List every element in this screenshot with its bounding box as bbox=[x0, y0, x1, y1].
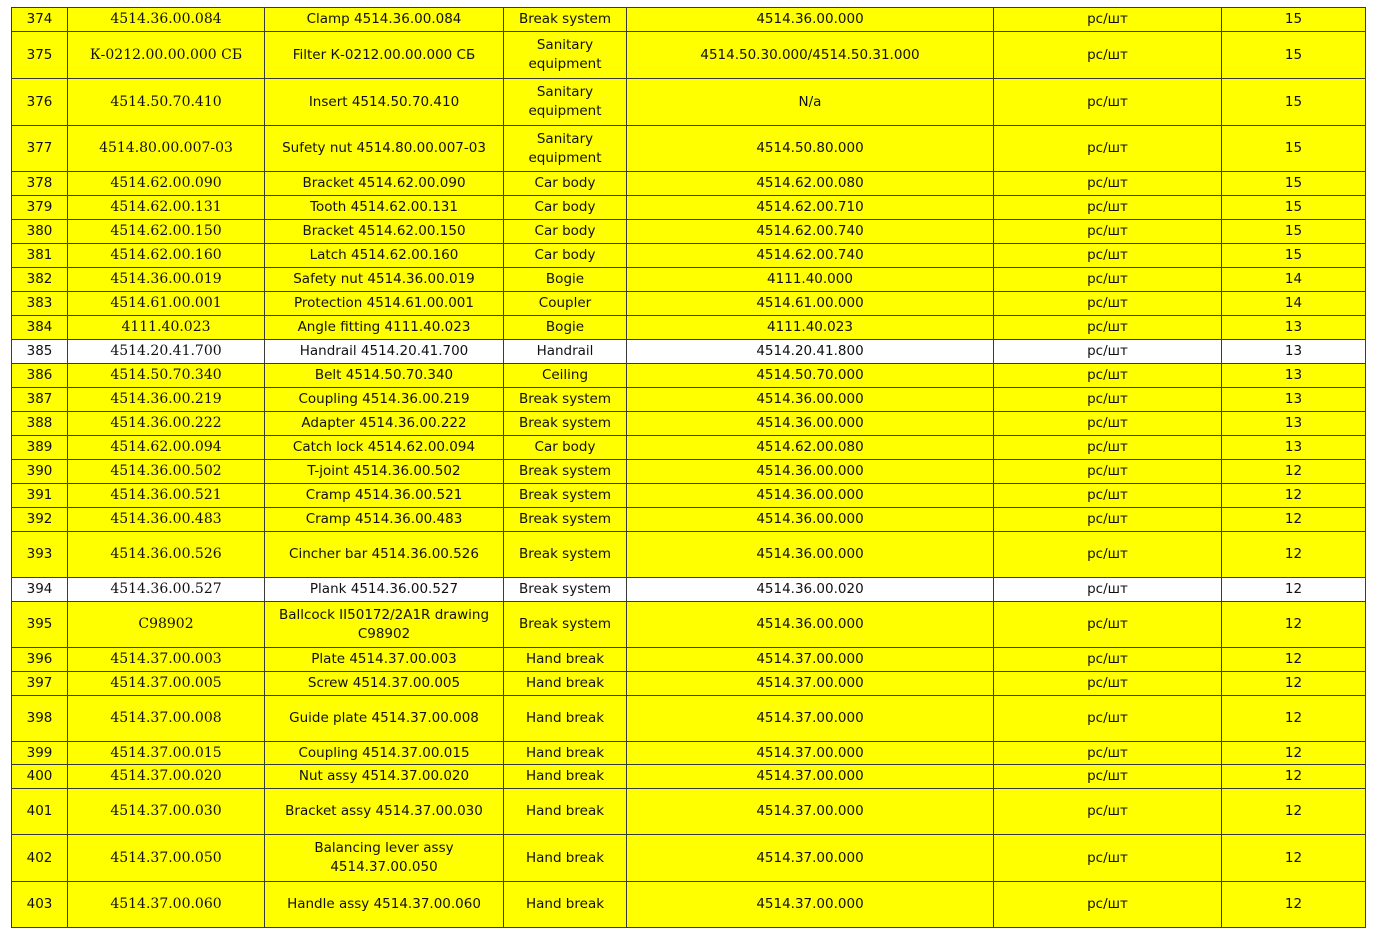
assembly-cell: 4514.36.00.000 bbox=[627, 460, 994, 484]
part-name-cell: Guide plate 4514.37.00.008 bbox=[265, 696, 504, 742]
row-number-cell: 396 bbox=[12, 648, 68, 672]
quantity-cell: 13 bbox=[1222, 340, 1366, 364]
part-name-cell: Sufety nut 4514.80.00.007-03 bbox=[265, 126, 504, 172]
system-cell: Hand break bbox=[504, 789, 627, 835]
assembly-cell: 4514.36.00.020 bbox=[627, 578, 994, 602]
assembly-cell: 4514.61.00.000 bbox=[627, 292, 994, 316]
assembly-cell: 4514.36.00.000 bbox=[627, 8, 994, 32]
quantity-cell: 12 bbox=[1222, 742, 1366, 765]
part-code-cell: C98902 bbox=[68, 602, 265, 648]
table-row bbox=[12, 460, 1366, 484]
row-number-cell: 403 bbox=[12, 882, 68, 928]
quantity-cell: 12 bbox=[1222, 648, 1366, 672]
table-row bbox=[12, 882, 1366, 928]
table-row bbox=[12, 835, 1366, 882]
unit-cell: pc/шт bbox=[994, 220, 1222, 244]
assembly-cell: 4514.36.00.000 bbox=[627, 602, 994, 648]
part-code-cell: 4514.61.00.001 bbox=[68, 292, 265, 316]
part-name-cell: Filter К-0212.00.00.000 СБ bbox=[265, 32, 504, 79]
system-cell: Break system bbox=[504, 484, 627, 508]
part-code-cell: 4514.62.00.160 bbox=[68, 244, 265, 268]
row-number-cell: 384 bbox=[12, 316, 68, 340]
unit-cell: pc/шт bbox=[994, 696, 1222, 742]
quantity-cell: 13 bbox=[1222, 388, 1366, 412]
table-row bbox=[12, 765, 1366, 789]
system-cell: Break system bbox=[504, 532, 627, 578]
quantity-cell: 15 bbox=[1222, 79, 1366, 126]
part-code-cell: 4514.62.00.131 bbox=[68, 196, 265, 220]
part-code-cell: 4111.40.023 bbox=[68, 316, 265, 340]
part-name-cell: Coupling 4514.37.00.015 bbox=[265, 742, 504, 765]
system-cell: Hand break bbox=[504, 835, 627, 882]
row-number-cell: 398 bbox=[12, 696, 68, 742]
part-name-cell: Bracket assy 4514.37.00.030 bbox=[265, 789, 504, 835]
table-row bbox=[12, 648, 1366, 672]
row-number-cell: 400 bbox=[12, 765, 68, 789]
table-row bbox=[12, 172, 1366, 196]
row-number-cell: 389 bbox=[12, 436, 68, 460]
part-name-cell: Insert 4514.50.70.410 bbox=[265, 79, 504, 126]
unit-cell: pc/шт bbox=[994, 835, 1222, 882]
part-name-cell: Cramp 4514.36.00.521 bbox=[265, 484, 504, 508]
row-number-cell: 390 bbox=[12, 460, 68, 484]
assembly-cell: 4514.37.00.000 bbox=[627, 765, 994, 789]
system-cell: Sanitary equipment bbox=[504, 32, 627, 79]
assembly-cell: 4514.62.00.740 bbox=[627, 220, 994, 244]
table-row bbox=[12, 220, 1366, 244]
unit-cell: pc/шт bbox=[994, 460, 1222, 484]
part-name-cell: Cincher bar 4514.36.00.526 bbox=[265, 532, 504, 578]
row-number-cell: 391 bbox=[12, 484, 68, 508]
part-name-cell: Handrail 4514.20.41.700 bbox=[265, 340, 504, 364]
assembly-cell: 4514.37.00.000 bbox=[627, 789, 994, 835]
table-row bbox=[12, 364, 1366, 388]
quantity-cell: 14 bbox=[1222, 292, 1366, 316]
part-code-cell: 4514.37.00.008 bbox=[68, 696, 265, 742]
part-code-cell: 4514.36.00.521 bbox=[68, 484, 265, 508]
unit-cell: pc/шт bbox=[994, 602, 1222, 648]
system-cell: Car body bbox=[504, 244, 627, 268]
quantity-cell: 15 bbox=[1222, 172, 1366, 196]
unit-cell: pc/шт bbox=[994, 126, 1222, 172]
row-number-cell: 383 bbox=[12, 292, 68, 316]
table-row bbox=[12, 340, 1366, 364]
unit-cell: pc/шт bbox=[994, 765, 1222, 789]
quantity-cell: 13 bbox=[1222, 316, 1366, 340]
table-row bbox=[12, 316, 1366, 340]
part-name-cell: Plank 4514.36.00.527 bbox=[265, 578, 504, 602]
quantity-cell: 12 bbox=[1222, 882, 1366, 928]
assembly-cell: 4514.36.00.000 bbox=[627, 388, 994, 412]
row-number-cell: 388 bbox=[12, 412, 68, 436]
part-name-cell: Safety nut 4514.36.00.019 bbox=[265, 268, 504, 292]
row-number-cell: 385 bbox=[12, 340, 68, 364]
assembly-cell: 4514.36.00.000 bbox=[627, 484, 994, 508]
row-number-cell: 377 bbox=[12, 126, 68, 172]
parts-table bbox=[11, 7, 1366, 928]
quantity-cell: 15 bbox=[1222, 126, 1366, 172]
system-cell: Bogie bbox=[504, 268, 627, 292]
quantity-cell: 12 bbox=[1222, 672, 1366, 696]
unit-cell: pc/шт bbox=[994, 532, 1222, 578]
assembly-cell: 4514.62.00.710 bbox=[627, 196, 994, 220]
row-number-cell: 376 bbox=[12, 79, 68, 126]
part-name-cell: Adapter 4514.36.00.222 bbox=[265, 412, 504, 436]
quantity-cell: 12 bbox=[1222, 765, 1366, 789]
part-name-cell: Tooth 4514.62.00.131 bbox=[265, 196, 504, 220]
row-number-cell: 382 bbox=[12, 268, 68, 292]
quantity-cell: 12 bbox=[1222, 835, 1366, 882]
assembly-cell: 4514.37.00.000 bbox=[627, 835, 994, 882]
quantity-cell: 15 bbox=[1222, 8, 1366, 32]
row-number-cell: 379 bbox=[12, 196, 68, 220]
assembly-cell: 4111.40.000 bbox=[627, 268, 994, 292]
part-code-cell: 4514.37.00.030 bbox=[68, 789, 265, 835]
part-code-cell: 4514.37.00.020 bbox=[68, 765, 265, 789]
row-number-cell: 393 bbox=[12, 532, 68, 578]
unit-cell: pc/шт bbox=[994, 79, 1222, 126]
part-code-cell: 4514.37.00.005 bbox=[68, 672, 265, 696]
table-row bbox=[12, 8, 1366, 32]
unit-cell: pc/шт bbox=[994, 484, 1222, 508]
unit-cell: pc/шт bbox=[994, 196, 1222, 220]
quantity-cell: 12 bbox=[1222, 508, 1366, 532]
system-cell: Car body bbox=[504, 196, 627, 220]
part-code-cell: 4514.37.00.015 bbox=[68, 742, 265, 765]
quantity-cell: 12 bbox=[1222, 789, 1366, 835]
table-row bbox=[12, 532, 1366, 578]
system-cell: Handrail bbox=[504, 340, 627, 364]
system-cell: Hand break bbox=[504, 765, 627, 789]
assembly-cell: N/a bbox=[627, 79, 994, 126]
unit-cell: pc/шт bbox=[994, 316, 1222, 340]
system-cell: Hand break bbox=[504, 882, 627, 928]
table-row bbox=[12, 436, 1366, 460]
assembly-cell: 4514.50.30.000/4514.50.31.000 bbox=[627, 32, 994, 79]
table-row bbox=[12, 696, 1366, 742]
table-row bbox=[12, 742, 1366, 765]
part-code-cell: 4514.62.00.150 bbox=[68, 220, 265, 244]
assembly-cell: 4514.37.00.000 bbox=[627, 696, 994, 742]
assembly-cell: 4514.37.00.000 bbox=[627, 742, 994, 765]
quantity-cell: 15 bbox=[1222, 220, 1366, 244]
unit-cell: pc/шт bbox=[994, 388, 1222, 412]
unit-cell: pc/шт bbox=[994, 672, 1222, 696]
assembly-cell: 4514.62.00.740 bbox=[627, 244, 994, 268]
table-row bbox=[12, 412, 1366, 436]
assembly-cell: 4514.37.00.000 bbox=[627, 648, 994, 672]
system-cell: Bogie bbox=[504, 316, 627, 340]
quantity-cell: 12 bbox=[1222, 484, 1366, 508]
part-code-cell: 4514.36.00.019 bbox=[68, 268, 265, 292]
row-number-cell: 394 bbox=[12, 578, 68, 602]
quantity-cell: 12 bbox=[1222, 532, 1366, 578]
quantity-cell: 12 bbox=[1222, 602, 1366, 648]
system-cell: Car body bbox=[504, 436, 627, 460]
assembly-cell: 4514.50.80.000 bbox=[627, 126, 994, 172]
table-row bbox=[12, 508, 1366, 532]
part-name-cell: Cramp 4514.36.00.483 bbox=[265, 508, 504, 532]
part-name-cell: Plate 4514.37.00.003 bbox=[265, 648, 504, 672]
unit-cell: pc/шт bbox=[994, 508, 1222, 532]
row-number-cell: 386 bbox=[12, 364, 68, 388]
part-code-cell: К-0212.00.00.000 СБ bbox=[68, 32, 265, 79]
row-number-cell: 395 bbox=[12, 602, 68, 648]
system-cell: Hand break bbox=[504, 696, 627, 742]
system-cell: Sanitary equipment bbox=[504, 79, 627, 126]
quantity-cell: 13 bbox=[1222, 364, 1366, 388]
unit-cell: pc/шт bbox=[994, 8, 1222, 32]
part-name-cell: Coupling 4514.36.00.219 bbox=[265, 388, 504, 412]
system-cell: Hand break bbox=[504, 672, 627, 696]
row-number-cell: 402 bbox=[12, 835, 68, 882]
table-row bbox=[12, 244, 1366, 268]
assembly-cell: 4514.37.00.000 bbox=[627, 882, 994, 928]
part-code-cell: 4514.36.00.527 bbox=[68, 578, 265, 602]
assembly-cell: 4111.40.023 bbox=[627, 316, 994, 340]
assembly-cell: 4514.36.00.000 bbox=[627, 508, 994, 532]
part-code-cell: 4514.20.41.700 bbox=[68, 340, 265, 364]
quantity-cell: 13 bbox=[1222, 436, 1366, 460]
quantity-cell: 15 bbox=[1222, 32, 1366, 79]
system-cell: Break system bbox=[504, 460, 627, 484]
quantity-cell: 12 bbox=[1222, 696, 1366, 742]
table-row bbox=[12, 32, 1366, 79]
quantity-cell: 15 bbox=[1222, 196, 1366, 220]
assembly-cell: 4514.36.00.000 bbox=[627, 412, 994, 436]
unit-cell: pc/шт bbox=[994, 789, 1222, 835]
part-code-cell: 4514.37.00.003 bbox=[68, 648, 265, 672]
part-code-cell: 4514.36.00.526 bbox=[68, 532, 265, 578]
part-name-cell: Ballcock II50172/2A1R drawing C98902 bbox=[265, 602, 504, 648]
part-code-cell: 4514.36.00.222 bbox=[68, 412, 265, 436]
part-code-cell: 4514.36.00.219 bbox=[68, 388, 265, 412]
part-code-cell: 4514.36.00.483 bbox=[68, 508, 265, 532]
table-row bbox=[12, 602, 1366, 648]
part-name-cell: T-joint 4514.36.00.502 bbox=[265, 460, 504, 484]
table-row bbox=[12, 292, 1366, 316]
row-number-cell: 378 bbox=[12, 172, 68, 196]
row-number-cell: 375 bbox=[12, 32, 68, 79]
row-number-cell: 380 bbox=[12, 220, 68, 244]
system-cell: Car body bbox=[504, 220, 627, 244]
part-name-cell: Protection 4514.61.00.001 bbox=[265, 292, 504, 316]
quantity-cell: 13 bbox=[1222, 412, 1366, 436]
unit-cell: pc/шт bbox=[994, 340, 1222, 364]
part-name-cell: Latch 4514.62.00.160 bbox=[265, 244, 504, 268]
part-code-cell: 4514.37.00.060 bbox=[68, 882, 265, 928]
assembly-cell: 4514.62.00.080 bbox=[627, 172, 994, 196]
system-cell: Ceiling bbox=[504, 364, 627, 388]
part-name-cell: Handle assy 4514.37.00.060 bbox=[265, 882, 504, 928]
row-number-cell: 399 bbox=[12, 742, 68, 765]
part-name-cell: Clamp 4514.36.00.084 bbox=[265, 8, 504, 32]
assembly-cell: 4514.62.00.080 bbox=[627, 436, 994, 460]
part-code-cell: 4514.36.00.084 bbox=[68, 8, 265, 32]
unit-cell: pc/шт bbox=[994, 364, 1222, 388]
table-row bbox=[12, 79, 1366, 126]
row-number-cell: 401 bbox=[12, 789, 68, 835]
system-cell: Break system bbox=[504, 508, 627, 532]
part-name-cell: Bracket 4514.62.00.090 bbox=[265, 172, 504, 196]
assembly-cell: 4514.50.70.000 bbox=[627, 364, 994, 388]
part-code-cell: 4514.50.70.410 bbox=[68, 79, 265, 126]
table-row bbox=[12, 126, 1366, 172]
part-name-cell: Screw 4514.37.00.005 bbox=[265, 672, 504, 696]
table-row bbox=[12, 484, 1366, 508]
table-row bbox=[12, 388, 1366, 412]
system-cell: Coupler bbox=[504, 292, 627, 316]
unit-cell: pc/шт bbox=[994, 292, 1222, 316]
table-row bbox=[12, 672, 1366, 696]
system-cell: Hand break bbox=[504, 742, 627, 765]
part-name-cell: Belt 4514.50.70.340 bbox=[265, 364, 504, 388]
row-number-cell: 374 bbox=[12, 8, 68, 32]
assembly-cell: 4514.37.00.000 bbox=[627, 672, 994, 696]
system-cell: Car body bbox=[504, 172, 627, 196]
part-code-cell: 4514.62.00.090 bbox=[68, 172, 265, 196]
row-number-cell: 381 bbox=[12, 244, 68, 268]
system-cell: Break system bbox=[504, 578, 627, 602]
unit-cell: pc/шт bbox=[994, 32, 1222, 79]
row-number-cell: 397 bbox=[12, 672, 68, 696]
row-number-cell: 392 bbox=[12, 508, 68, 532]
unit-cell: pc/шт bbox=[994, 648, 1222, 672]
quantity-cell: 15 bbox=[1222, 244, 1366, 268]
unit-cell: pc/шт bbox=[994, 268, 1222, 292]
assembly-cell: 4514.20.41.800 bbox=[627, 340, 994, 364]
system-cell: Break system bbox=[504, 412, 627, 436]
system-cell: Hand break bbox=[504, 648, 627, 672]
table-row bbox=[12, 196, 1366, 220]
unit-cell: pc/шт bbox=[994, 172, 1222, 196]
part-code-cell: 4514.36.00.502 bbox=[68, 460, 265, 484]
quantity-cell: 14 bbox=[1222, 268, 1366, 292]
quantity-cell: 12 bbox=[1222, 460, 1366, 484]
part-name-cell: Bracket 4514.62.00.150 bbox=[265, 220, 504, 244]
unit-cell: pc/шт bbox=[994, 244, 1222, 268]
system-cell: Break system bbox=[504, 602, 627, 648]
unit-cell: pc/шт bbox=[994, 436, 1222, 460]
unit-cell: pc/шт bbox=[994, 882, 1222, 928]
part-code-cell: 4514.50.70.340 bbox=[68, 364, 265, 388]
row-number-cell: 387 bbox=[12, 388, 68, 412]
part-code-cell: 4514.37.00.050 bbox=[68, 835, 265, 882]
unit-cell: pc/шт bbox=[994, 742, 1222, 765]
part-code-cell: 4514.62.00.094 bbox=[68, 436, 265, 460]
unit-cell: pc/шт bbox=[994, 578, 1222, 602]
system-cell: Break system bbox=[504, 388, 627, 412]
assembly-cell: 4514.36.00.000 bbox=[627, 532, 994, 578]
table-row bbox=[12, 789, 1366, 835]
parts-table-body bbox=[12, 8, 1366, 928]
system-cell: Break system bbox=[504, 8, 627, 32]
part-name-cell: Angle fitting 4111.40.023 bbox=[265, 316, 504, 340]
part-name-cell: Catch lock 4514.62.00.094 bbox=[265, 436, 504, 460]
part-name-cell: Balancing lever assy 4514.37.00.050 bbox=[265, 835, 504, 882]
table-row bbox=[12, 578, 1366, 602]
part-code-cell: 4514.80.00.007-03 bbox=[68, 126, 265, 172]
part-name-cell: Nut assy 4514.37.00.020 bbox=[265, 765, 504, 789]
quantity-cell: 12 bbox=[1222, 578, 1366, 602]
system-cell: Sanitary equipment bbox=[504, 126, 627, 172]
unit-cell: pc/шт bbox=[994, 412, 1222, 436]
table-row bbox=[12, 268, 1366, 292]
